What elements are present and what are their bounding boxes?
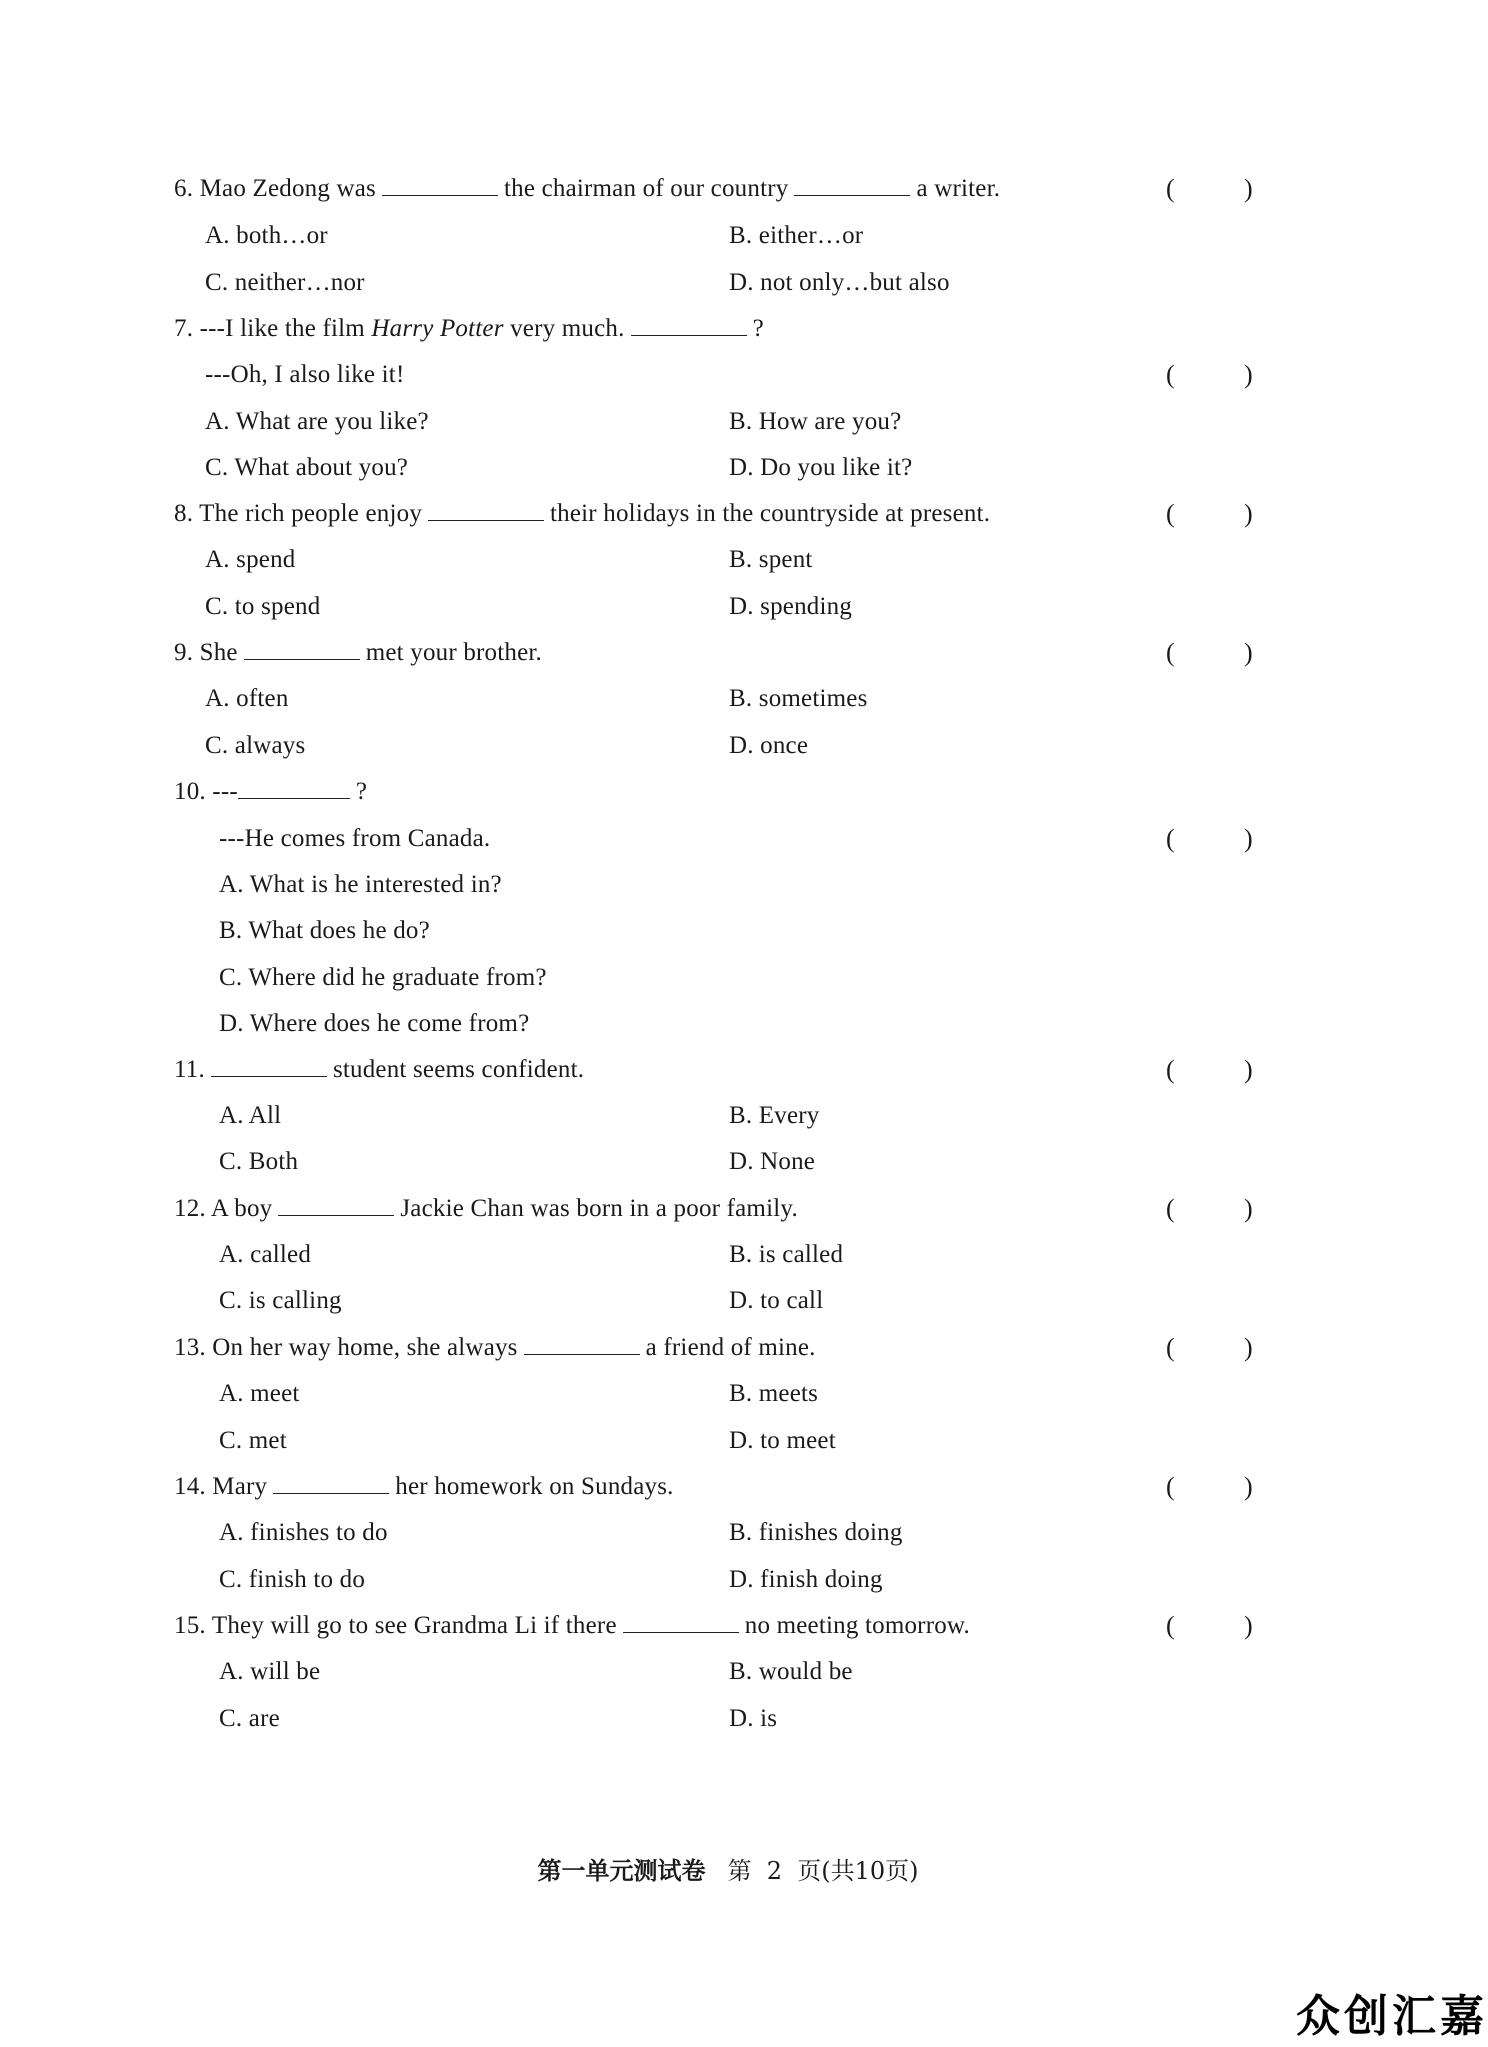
- stem-text: 8. The rich people enjoy: [174, 500, 423, 527]
- answer-blank: [794, 175, 910, 196]
- question-7-stem: [174, 312, 764, 346]
- question-9-stem: [174, 636, 542, 670]
- question-12-stem: [174, 1192, 798, 1226]
- option-c: C. Both: [219, 1148, 299, 1175]
- question-14-stem: [174, 1470, 674, 1504]
- answer-blank: [382, 175, 498, 196]
- option-c: C. is calling: [219, 1287, 342, 1314]
- stem-text: no meeting tomorrow.: [744, 1612, 971, 1639]
- question-10-reply: ---He comes from Canada.: [219, 825, 491, 852]
- option-b: B. Every: [729, 1102, 820, 1129]
- exam-page: 6. Mao Zedong was the chairman of our country a writer. ( ) A. both…or B. either…or C. neither…nor D. not only…but also 7. ---I like the film Harry Potter very much. ? ---Oh, I also like it! ( ) A. What are you like? B. How are you? C. What about you? D. Do you like it? 8. The rich people enjoy their holidays in the countryside at present. ( ) A. spend B. spent C. to spend D. spending 9. She met your brother. ( ) A. often B. sometimes C. always D. once 10. --- ? ---He comes from Canada. ( ) A. What is he interested in? B. What does he do? C. Where did he graduate from? D. Where does he come from? 11. student seems confident. ( ) A. All B. Every C. Both D. None 12. A boy Jackie Chan was born in a poor family. ( ) A. called B. is called C. is calling D. to call 13. On her way home, she always a friend of mine. ( ) A. meet B. meets C. met D. to meet 14. Mary her homework on Sundays. ( ) A. finishes to do B. finishes doing C. finish to do D. finish doing 15. They will go to see Grandma Li if there no meeting tomorrow. ( ) A. will be B. would be C. are D. is 第一单元测试卷 第 2 页(共10页) 众创汇嘉: [0, 0, 1456, 2047]
- page-total: 页(共10页): [797, 1857, 919, 1885]
- option-c: C. are: [219, 1705, 280, 1732]
- option-b: B. How are you?: [729, 408, 902, 435]
- page-footer: [0, 1854, 1456, 1888]
- option-a: A. finishes to do: [219, 1519, 388, 1546]
- option-b: B. either…or: [729, 222, 864, 249]
- stem-text: met your brother.: [365, 639, 542, 666]
- question-7-reply: ---Oh, I also like it!: [205, 361, 405, 388]
- option-a: A. will be: [219, 1658, 321, 1685]
- stem-text: 7. ---I like the film: [174, 315, 365, 342]
- option-d: D. to meet: [729, 1427, 836, 1454]
- option-c: C. to spend: [205, 593, 321, 620]
- stem-text: Jackie Chan was born in a poor family.: [400, 1195, 798, 1222]
- stem-text: 12. A boy: [174, 1195, 273, 1222]
- option-a: A. both…or: [205, 222, 328, 249]
- option-a: A. spend: [205, 546, 296, 573]
- stem-text: 14. Mary: [174, 1473, 268, 1500]
- option-b: B. sometimes: [729, 685, 868, 712]
- answer-blank: [428, 500, 544, 521]
- question-11-stem: [174, 1053, 584, 1087]
- stem-text: a friend of mine.: [645, 1334, 816, 1361]
- stem-text: very much.: [510, 315, 625, 342]
- answer-blank: [524, 1334, 640, 1355]
- stem-text: a writer.: [916, 175, 1001, 202]
- answer-blank: [631, 315, 747, 336]
- question-13-stem: [174, 1331, 816, 1365]
- option-b: B. spent: [729, 546, 813, 573]
- option-a: A. called: [219, 1241, 312, 1268]
- option-a: A. meet: [219, 1380, 300, 1407]
- question-8-stem: [174, 497, 990, 531]
- option-d: D. None: [729, 1148, 816, 1175]
- option-a: A. What is he interested in?: [219, 871, 502, 898]
- option-b: B. finishes doing: [729, 1519, 903, 1546]
- watermark-logo: 众创汇嘉: [1296, 1991, 1488, 2042]
- answer-blank: [211, 1056, 327, 1077]
- option-b: B. would be: [729, 1658, 853, 1685]
- option-d: D. not only…but also: [729, 269, 950, 296]
- option-c: C. neither…nor: [205, 269, 365, 296]
- option-d: D. Where does he come from?: [219, 1010, 530, 1037]
- option-d: D. Do you like it?: [729, 454, 913, 481]
- option-a: A. All: [219, 1102, 282, 1129]
- option-c: C. What about you?: [205, 454, 409, 481]
- film-title: Harry Potter: [371, 315, 504, 342]
- stem-text: ?: [752, 315, 764, 342]
- option-a: A. often: [205, 685, 289, 712]
- stem-text: 10. ---: [174, 778, 238, 805]
- stem-text: the chairman of our country: [503, 175, 789, 202]
- answer-blank: [273, 1473, 389, 1494]
- stem-text: 6. Mao Zedong was: [174, 175, 376, 202]
- option-c: C. met: [219, 1427, 287, 1454]
- stem-text: her homework on Sundays.: [395, 1473, 674, 1500]
- option-d: D. once: [729, 732, 809, 759]
- answer-blank: [238, 778, 350, 799]
- stem-text: 15. They will go to see Grandma Li if there: [174, 1612, 617, 1639]
- stem-text: 13. On her way home, she always: [174, 1334, 518, 1361]
- stem-text: 11.: [174, 1056, 205, 1083]
- option-d: D. to call: [729, 1287, 824, 1314]
- stem-text: student seems confident.: [332, 1056, 585, 1083]
- option-c: C. finish to do: [219, 1566, 366, 1593]
- stem-text: their holidays in the countryside at present.: [550, 500, 991, 527]
- option-c: C. Where did he graduate from?: [219, 964, 547, 991]
- option-d: D. finish doing: [729, 1566, 883, 1593]
- stem-text: 9. She: [174, 639, 238, 666]
- answer-blank: [244, 639, 360, 660]
- option-b: B. is called: [729, 1241, 844, 1268]
- question-10-stem: [174, 775, 367, 809]
- option-c: C. always: [205, 732, 306, 759]
- question-6-stem: [174, 172, 1000, 206]
- option-d: D. is: [729, 1705, 778, 1732]
- option-a: A. What are you like?: [205, 408, 429, 435]
- page-number: 2: [766, 1857, 782, 1885]
- option-b: B. What does he do?: [219, 917, 430, 944]
- option-b: B. meets: [729, 1380, 819, 1407]
- exam-title: 第一单元测试卷: [537, 1856, 706, 1885]
- question-15-stem: [174, 1609, 970, 1643]
- answer-blank: [623, 1612, 739, 1633]
- page-prefix: 第: [727, 1857, 752, 1885]
- option-d: D. spending: [729, 593, 853, 620]
- answer-blank: [278, 1195, 394, 1216]
- stem-text: ?: [355, 778, 368, 805]
